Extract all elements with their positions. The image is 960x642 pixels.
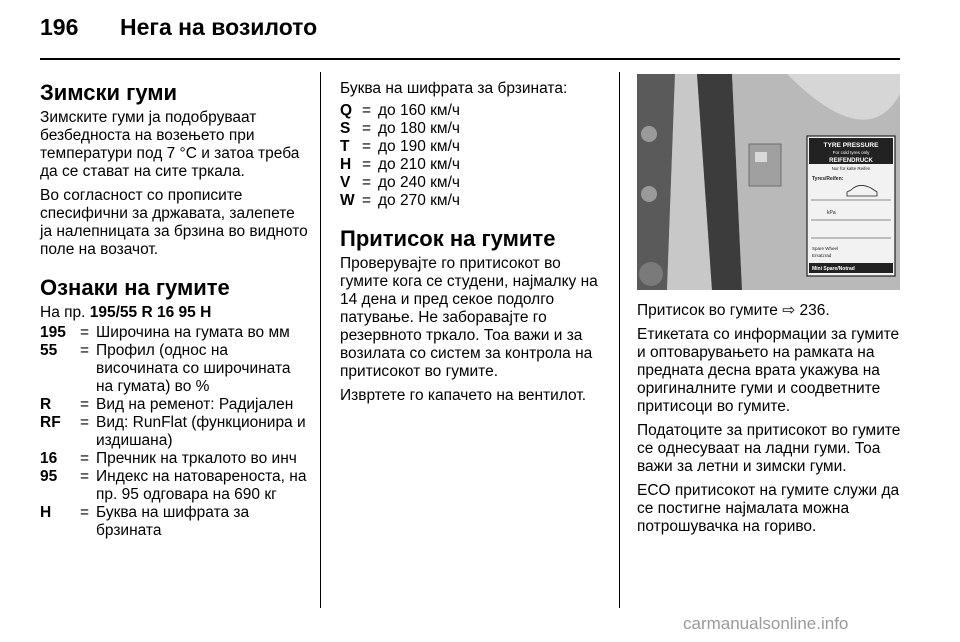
speed-row: H = до 210 км/ч <box>340 156 460 173</box>
tyre-code-legend <box>40 324 308 540</box>
legend-row: 95 = Индекс на натовареноста, на пр. 95 одговара на 690 кг <box>40 468 307 503</box>
speed-row: V = до 240 км/ч <box>340 174 460 191</box>
page-title: Нега на возилото <box>120 14 318 40</box>
paragraph: Извртете го капачето на вентилот. <box>340 387 587 404</box>
arrow-icon: ⇨ <box>782 302 796 319</box>
paragraph: Податоците за притисокот во гумите се однесуваат на ладни гуми. Тоа важи за летни и зимски гуми. <box>637 422 901 475</box>
column-divider <box>619 72 620 608</box>
paragraph: Во согласност со прописите спесифични за државата, залепете ја налепницата за брзина во видното поле на возачот. <box>40 187 308 258</box>
section-title-winter-tyres: Зимски гуми <box>40 80 178 105</box>
label-spare: Spare Wheel <box>812 246 839 251</box>
example-code: 195/55 R 16 95 H <box>89 304 212 321</box>
legend-row: R = Вид на ременот: Радијален <box>40 396 294 413</box>
section-title-tyre-pressure: Притисок на гумите <box>340 226 556 251</box>
column-left <box>40 80 308 546</box>
speed-intro: Буква на шифрата за брзината: <box>340 80 568 97</box>
legend-row: RF = Вид: RunFlat (функционира и издишана) <box>40 414 306 449</box>
legend-row: 195 = Широчина на гумата во мм <box>40 324 290 341</box>
label-tyres: Tyres/Reifen: <box>812 176 844 182</box>
example-line: На пр. 195/55 R 16 95 H <box>40 304 212 321</box>
speed-code-list <box>340 102 608 210</box>
cross-reference: Притисок во гумите ⇨ 236. <box>637 302 830 319</box>
paragraph: Зимските гуми ја подобруваат безбедноста на возењето при температури под 7 °C и затоа треба да се стават на сите тркала. <box>40 109 300 180</box>
label-mini-spare: Mini Spare/Notrad <box>812 266 855 272</box>
column-right <box>637 302 903 542</box>
column-divider <box>320 72 321 608</box>
speed-row: W = до 270 км/ч <box>340 192 460 209</box>
label-title-de: REIFENDRUCK <box>829 158 873 164</box>
speed-row: Q = до 160 км/ч <box>340 102 460 119</box>
legend-row: 16 = Пречник на тркалото во инч <box>40 450 297 467</box>
paragraph: ECO притисокот на гумите служи да се постигне најмалата можна потрошувачка на гориво. <box>637 482 900 535</box>
label-unit: kPa <box>827 210 836 216</box>
column-middle <box>340 80 608 411</box>
label-sub-de: Nur für kalte Reifen <box>831 166 871 171</box>
legend-row: 55 = Профил (однос на височината со широчината на гумата) во % <box>40 342 291 395</box>
speed-row: S = до 180 км/ч <box>340 120 460 137</box>
label-sub-en: For cold tyres only <box>832 150 870 155</box>
label-spare-de: Ersatzrad <box>812 253 832 258</box>
paragraph: Проверувајте го притисокот во гумите кога се студени, најмалку на 14 дена и пред секое подолго патување. Не заборавајте го резервното тркало. Тоа важи и за возилата со систем за контрола на притисокот во гумите. <box>340 255 598 380</box>
page-number: 196 <box>40 14 79 40</box>
speed-row: T = до 190 км/ч <box>340 138 460 155</box>
tyre-pressure-label <box>807 136 895 276</box>
legend-row: H = Буква на шифрата за брзината <box>40 504 250 539</box>
door-frame-label-photo <box>637 74 900 290</box>
paragraph: Етикетата со информации за гумите и оптоварувањето на рамката на предната десна врата укажува на оригиналните гуми и соодветните притисоци во гумите. <box>637 326 900 415</box>
page-header <box>40 14 317 41</box>
label-title-en: TYRE PRESSURE <box>823 142 879 149</box>
header-rule <box>40 58 900 60</box>
reference-page[interactable]: 236. <box>799 302 830 319</box>
section-title-tyre-marks: Ознаки на гумите <box>40 275 230 300</box>
watermark: carmanualsonline.info <box>683 614 849 633</box>
